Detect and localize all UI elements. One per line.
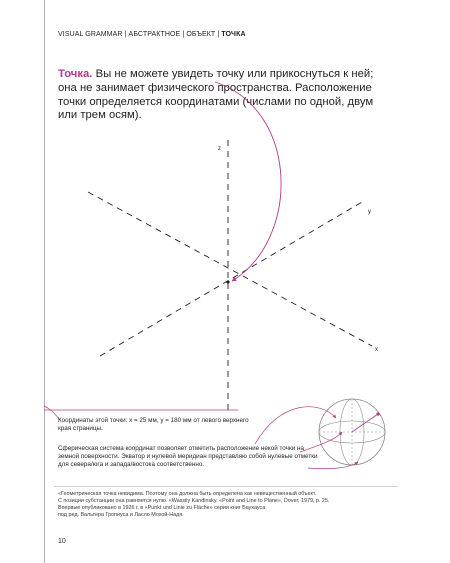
- footnote-line: «Геометрическая точка невидима. Поэтому она должна быть определена как невещественный объект.: [58, 491, 317, 497]
- x-axis: [88, 192, 372, 346]
- point-pointer-arrow: [215, 82, 281, 281]
- breadcrumb-path: VISUAL GRAMMAR | АБСТРАКТНОЕ | ОБЪЕКТ |: [58, 31, 220, 38]
- origin-point: [226, 280, 229, 283]
- sphere-arrow-1: [255, 407, 336, 444]
- intro-text: Вы не можете увидеть точку или прикоснуться к ней; она не занимает физического пространства. Расположение точки определяется координатами (числами по одной, двум или трем осям).: [58, 68, 374, 122]
- y-axis: [100, 202, 362, 356]
- footnote: [58, 491, 408, 519]
- sphere-caption: Сферическая система координат позволяет отметить расположение некой точки на земной поверхности. Экватор и нулевой меридиан представляю собой нулевые отметки для севера/юга и запада/востока соответственно.: [58, 445, 318, 469]
- globe-icon: [319, 399, 385, 465]
- footnote-divider: [54, 486, 398, 487]
- intro-lead: Точка.: [58, 68, 93, 80]
- coordinates-caption: Координаты этой точки: x = 25 мм, y = 180 мм от левого верхнего края страницы.: [58, 417, 249, 433]
- page-number: 10: [58, 538, 66, 545]
- footnote-line: С позиции субстанции она равняется нулю. «Wassily Kandinsky. «Point and Line to Plane», Dover, 1979, p. 25.: [58, 498, 330, 504]
- z-axis-label: z: [218, 146, 221, 152]
- footnote-line: Впервые опубликовано в 1926 г. в «Punkt und Linie zu Fläche» серии книг Баухауса: [58, 505, 266, 511]
- x-axis-label: x: [375, 347, 378, 353]
- y-axis-label: y: [368, 209, 371, 215]
- breadcrumb-current: ТОЧКА: [221, 31, 246, 38]
- footnote-line: под ред. Вальтера Гропиуса и Ласло Мохой-Надя.: [58, 512, 184, 518]
